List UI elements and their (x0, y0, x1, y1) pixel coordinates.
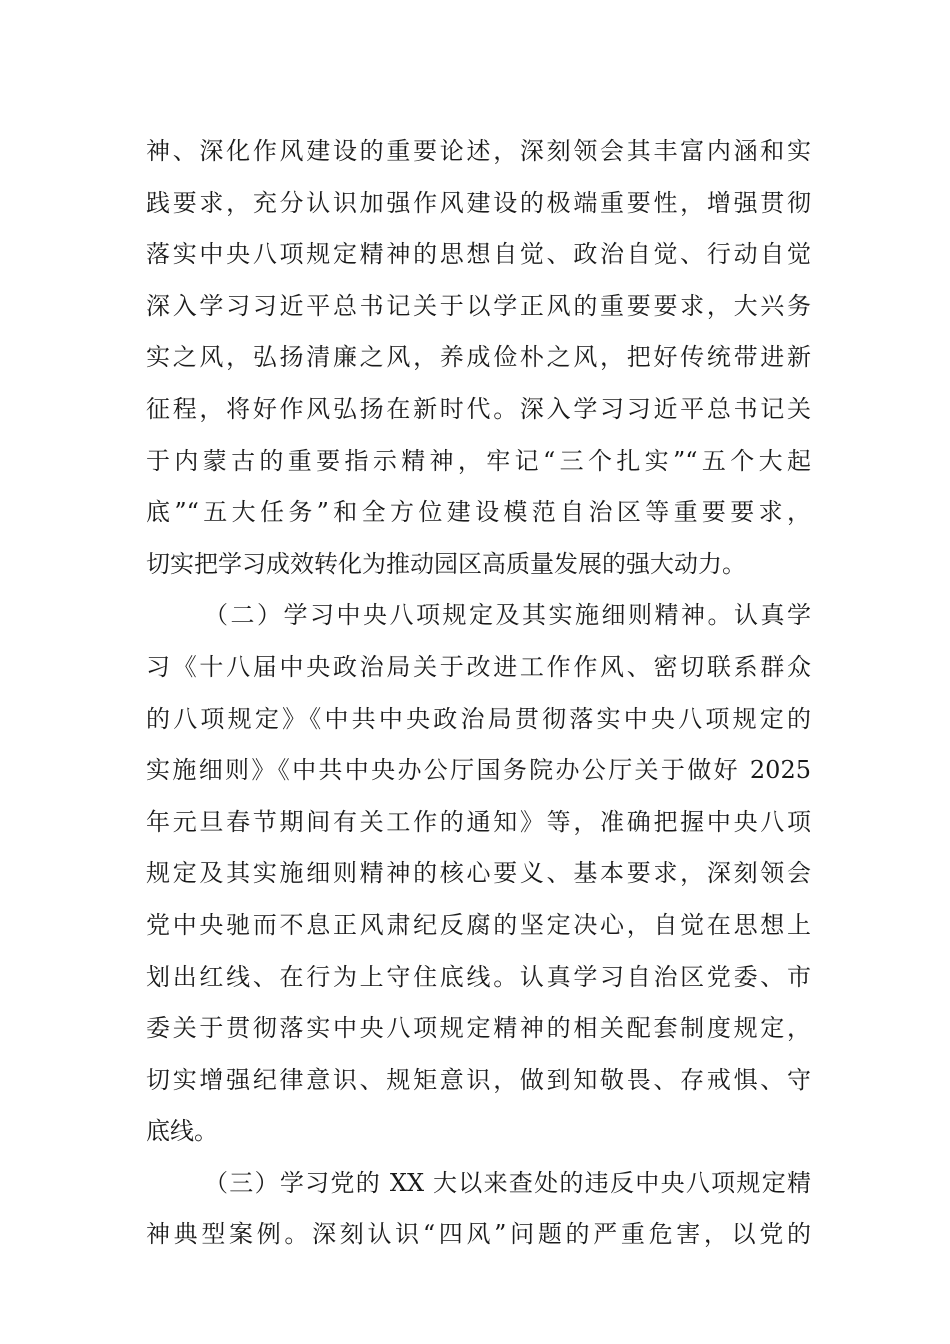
text-line: 神典型案例。深刻认识“四风”问题的严重危害，以党的 (146, 1220, 811, 1249)
text-line: 划出红线、在行为上守住底线。认真学习自治区党委、市 (146, 962, 811, 991)
section-heading-line: （三）学习党的 XX 大以来查处的违反中央八项规定精 (204, 1168, 811, 1197)
text-line: 年元旦春节期间有关工作的通知》等，准确把握中央八项 (146, 807, 811, 836)
text-line: 落实中央八项规定精神的思想自觉、政治自觉、行动自觉 (146, 240, 811, 269)
text-line: 底”“五大任务”和全方位建设模范自治区等重要要求， (146, 498, 811, 527)
text-line: 切实把学习成效转化为推动园区高质量发展的强大动力。 (146, 549, 746, 578)
text-line: 底线。 (146, 1117, 218, 1146)
text-line: 实之风，弘扬清廉之风，养成俭朴之风，把好传统带进新 (146, 343, 811, 372)
text-line: 习《十八届中央政治局关于改进工作作风、密切联系群众 (146, 652, 811, 681)
text-line: 规定及其实施细则精神的核心要义、基本要求，深刻领会 (146, 859, 811, 888)
text-line: 切实增强纪律意识、规矩意识，做到知敬畏、存戒惧、守 (146, 1065, 811, 1094)
body-text (146, 126, 811, 1261)
section-heading-line: （二）学习中央八项规定及其实施细则精神。认真学 (204, 601, 811, 630)
text-line: 征程，将好作风弘扬在新时代。深入学习习近平总书记关 (146, 394, 811, 423)
text-line: 实施细则》《中共中央办公厅国务院办公厅关于做好 2025 (146, 756, 811, 785)
text-line: 委关于贯彻落实中央八项规定精神的相关配套制度规定， (146, 1014, 811, 1043)
text-line: 深入学习习近平总书记关于以学正风的重要要求，大兴务 (146, 291, 811, 320)
text-line: 神、深化作风建设的重要论述，深刻领会其丰富内涵和实 (146, 137, 811, 165)
text-line: 践要求，充分认识加强作风建设的极端重要性，增强贯彻 (146, 188, 811, 217)
text-line: 的八项规定》《中共中央政治局贯彻落实中央八项规定的 (146, 704, 811, 733)
text-line: 于内蒙古的重要指示精神，牢记“三个扎实”“五个大起 (146, 446, 811, 475)
text-line: 党中央驰而不息正风肃纪反腐的坚定决心，自觉在思想上 (146, 910, 811, 939)
